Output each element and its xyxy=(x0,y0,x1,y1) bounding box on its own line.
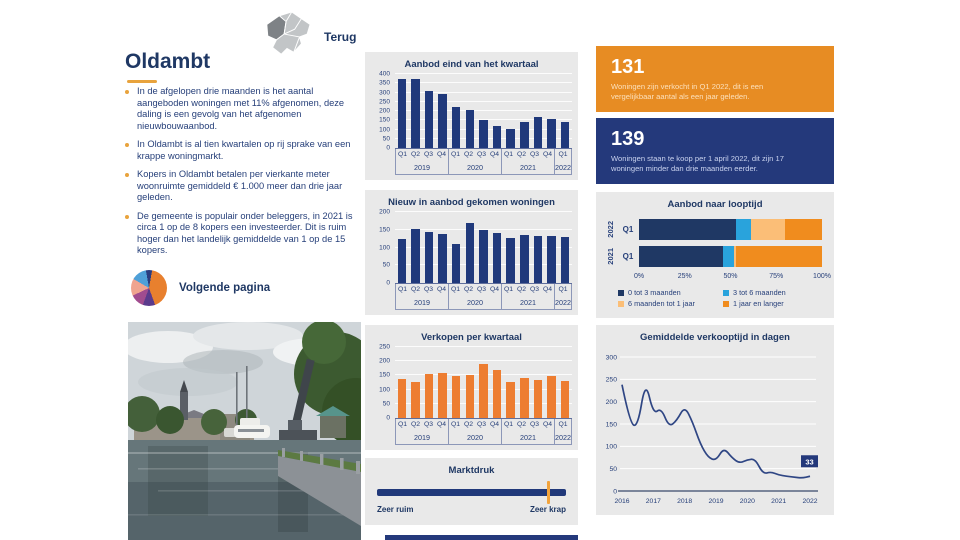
bar xyxy=(479,364,487,418)
svg-text:2018: 2018 xyxy=(677,498,693,505)
bar xyxy=(452,244,460,283)
stack-segment xyxy=(639,246,723,267)
svg-text:2021: 2021 xyxy=(771,498,787,505)
stack-segment xyxy=(785,219,822,240)
svg-text:2022: 2022 xyxy=(802,498,818,505)
bar xyxy=(534,380,542,418)
stat-value: 139 xyxy=(611,128,645,150)
bar xyxy=(506,129,514,148)
bar xyxy=(493,370,501,418)
bar xyxy=(411,79,419,148)
stack-segment xyxy=(639,219,736,240)
legend-swatch xyxy=(618,301,624,307)
back-button-label: Terug xyxy=(324,30,357,44)
stacked-bar-row: 2022 Q1 xyxy=(606,216,822,243)
stacked-bar-row: 2021 Q1 xyxy=(606,243,822,270)
canal-photo xyxy=(128,322,361,540)
partial-panel-strip xyxy=(385,535,578,540)
bullet-text: In de afgelopen drie maanden is het aantal aangeboden woningen met 11% afgenomen, deze daling is een gevolg van het afgenomen nieuwbouwaanbod. xyxy=(137,86,345,131)
svg-text:0: 0 xyxy=(613,488,617,496)
bar xyxy=(438,373,446,418)
stat-text: Woningen zijn verkocht in Q1 2022, dit is een vergelijkbaar aantal als een jaar geleden. xyxy=(611,82,764,101)
bar xyxy=(479,230,487,283)
page-title: Oldambt xyxy=(125,50,211,73)
legend-swatch xyxy=(723,290,729,296)
bar xyxy=(493,233,501,283)
line-end-label: 33 xyxy=(805,457,814,467)
bar xyxy=(479,120,487,148)
bar xyxy=(534,117,542,148)
chart-aanbod-eind-kwartaal: Aanbod eind van het kwartaal 0 50 100 150 200 250 300 350 400 Q1 Q2 Q3 Q4 2019 Q1 Q2 Q3 Q4 2020 Q1 Q2 Q3 Q4 2021 Q1 2022 xyxy=(365,52,578,180)
bar xyxy=(425,374,433,418)
svg-text:2020: 2020 xyxy=(739,498,755,505)
back-button[interactable] xyxy=(258,10,368,64)
stat-tile-verkocht xyxy=(596,46,834,112)
next-page-button[interactable] xyxy=(131,270,270,306)
gauge-track xyxy=(377,489,566,496)
svg-text:200: 200 xyxy=(605,398,617,406)
chart-title: Gemiddelde verkooptijd in dagen xyxy=(640,332,790,343)
pie-chart-icon xyxy=(131,270,167,306)
bullet-text: In Oldambt is al tien kwartalen op rij sprake van een krappe woningmarkt. xyxy=(137,139,351,161)
bullet-item xyxy=(125,86,365,132)
bullet-icon xyxy=(125,173,129,177)
bar xyxy=(452,107,460,148)
bullet-text: De gemeente is populair onder beleggers, in 2021 is circa 1 op de 8 kopers een investeerder. Dit is ruim hoger dan het landelijk gemiddelde van 1 op de 15 kopers. xyxy=(137,210,353,255)
bar xyxy=(561,122,569,148)
gauge-min-label: Zeer ruim xyxy=(377,505,414,514)
bar xyxy=(398,239,406,283)
bar xyxy=(520,235,528,283)
stat-value: 131 xyxy=(611,56,645,78)
chart-title: Marktdruk xyxy=(448,465,495,476)
bar xyxy=(466,110,474,148)
bar xyxy=(506,238,514,283)
legend-swatch xyxy=(618,290,624,296)
bullet-icon xyxy=(125,90,129,94)
stat-tile-te-koop xyxy=(596,118,834,184)
bullet-text: Kopers in Oldambt betalen per vierkante meter woonruimte gemiddeld € 1.000 meer dan drie jaar geleden. xyxy=(137,169,343,202)
gauge-marktdruk xyxy=(365,458,578,525)
bar xyxy=(547,376,555,418)
chart-aanbod-naar-looptijd: Aanbod naar looptijd 2022 Q1 2021 Q1 0% 25% 50% 75% 100% 0 tot 3 maanden 3 tot 6 maanden 6 maanden tot 1 jaar 1 jaar en langer xyxy=(596,192,834,318)
gauge-max-label: Zeer krap xyxy=(529,505,566,514)
bar xyxy=(398,79,406,148)
legend: 0 tot 3 maanden 3 tot 6 maanden 6 maanden tot 1 jaar 1 jaar en langer xyxy=(618,288,828,308)
svg-text:2016: 2016 xyxy=(614,498,630,505)
bar xyxy=(547,119,555,148)
svg-text:2019: 2019 xyxy=(708,498,724,505)
bar xyxy=(425,91,433,148)
chart-verkopen-per-kwartaal: Verkopen per kwartaal 0 50 100 150 200 250 Q1 Q2 Q3 Q4 2019 Q1 Q2 Q3 Q4 2020 Q1 Q2 Q3 Q4 2021 Q1 2022 xyxy=(365,325,578,450)
title-underline xyxy=(127,80,157,83)
stack-segment xyxy=(736,219,751,240)
bar xyxy=(438,234,446,283)
bar xyxy=(520,122,528,148)
bullet-icon xyxy=(125,143,129,147)
chart-nieuw-in-aanbod: Nieuw in aanbod gekomen woningen 0 50 100 150 200 Q1 Q2 Q3 Q4 2019 Q1 Q2 Q3 Q4 2020 Q1 Q2 Q3 Q4 2021 Q1 2022 xyxy=(365,190,578,315)
bar xyxy=(547,236,555,283)
bar xyxy=(466,375,474,418)
bullet-list xyxy=(125,86,365,264)
gauge-marker xyxy=(547,481,550,504)
stat-text: Woningen staan te koop per 1 april 2022, dit zijn 17 woningen minder dan drie maanden eerder. xyxy=(611,154,784,173)
bar xyxy=(438,94,446,148)
bar xyxy=(452,376,460,418)
bar xyxy=(411,229,419,283)
map-icon xyxy=(258,10,316,65)
bar xyxy=(411,382,419,418)
bullet-icon xyxy=(125,215,129,219)
stack-segment xyxy=(751,219,786,240)
bar xyxy=(506,382,514,418)
bar xyxy=(520,378,528,418)
bar xyxy=(425,232,433,283)
chart-title: Nieuw in aanbod gekomen woningen xyxy=(388,197,555,208)
bar xyxy=(561,381,569,418)
chart-gemiddelde-verkooptijd xyxy=(596,325,834,515)
legend-swatch xyxy=(723,301,729,307)
bullet-item xyxy=(125,169,365,204)
bar xyxy=(561,237,569,283)
bar xyxy=(534,236,542,283)
next-page-label: Volgende pagina xyxy=(179,282,271,294)
chart-title: Aanbod naar looptijd xyxy=(667,199,763,210)
svg-text:2017: 2017 xyxy=(645,498,661,505)
bullet-item xyxy=(125,211,365,257)
chart-title: Aanbod eind van het kwartaal xyxy=(404,59,539,70)
stack-segment xyxy=(736,246,822,267)
svg-text:300: 300 xyxy=(605,354,617,362)
svg-text:50: 50 xyxy=(609,465,617,473)
bar xyxy=(493,126,501,148)
svg-text:150: 150 xyxy=(605,421,617,429)
svg-text:100: 100 xyxy=(605,443,617,451)
stack-segment xyxy=(723,246,734,267)
svg-text:250: 250 xyxy=(605,376,617,384)
bar xyxy=(398,379,406,418)
bar xyxy=(466,223,474,283)
chart-title: Verkopen per kwartaal xyxy=(421,332,522,343)
bullet-item xyxy=(125,139,365,162)
